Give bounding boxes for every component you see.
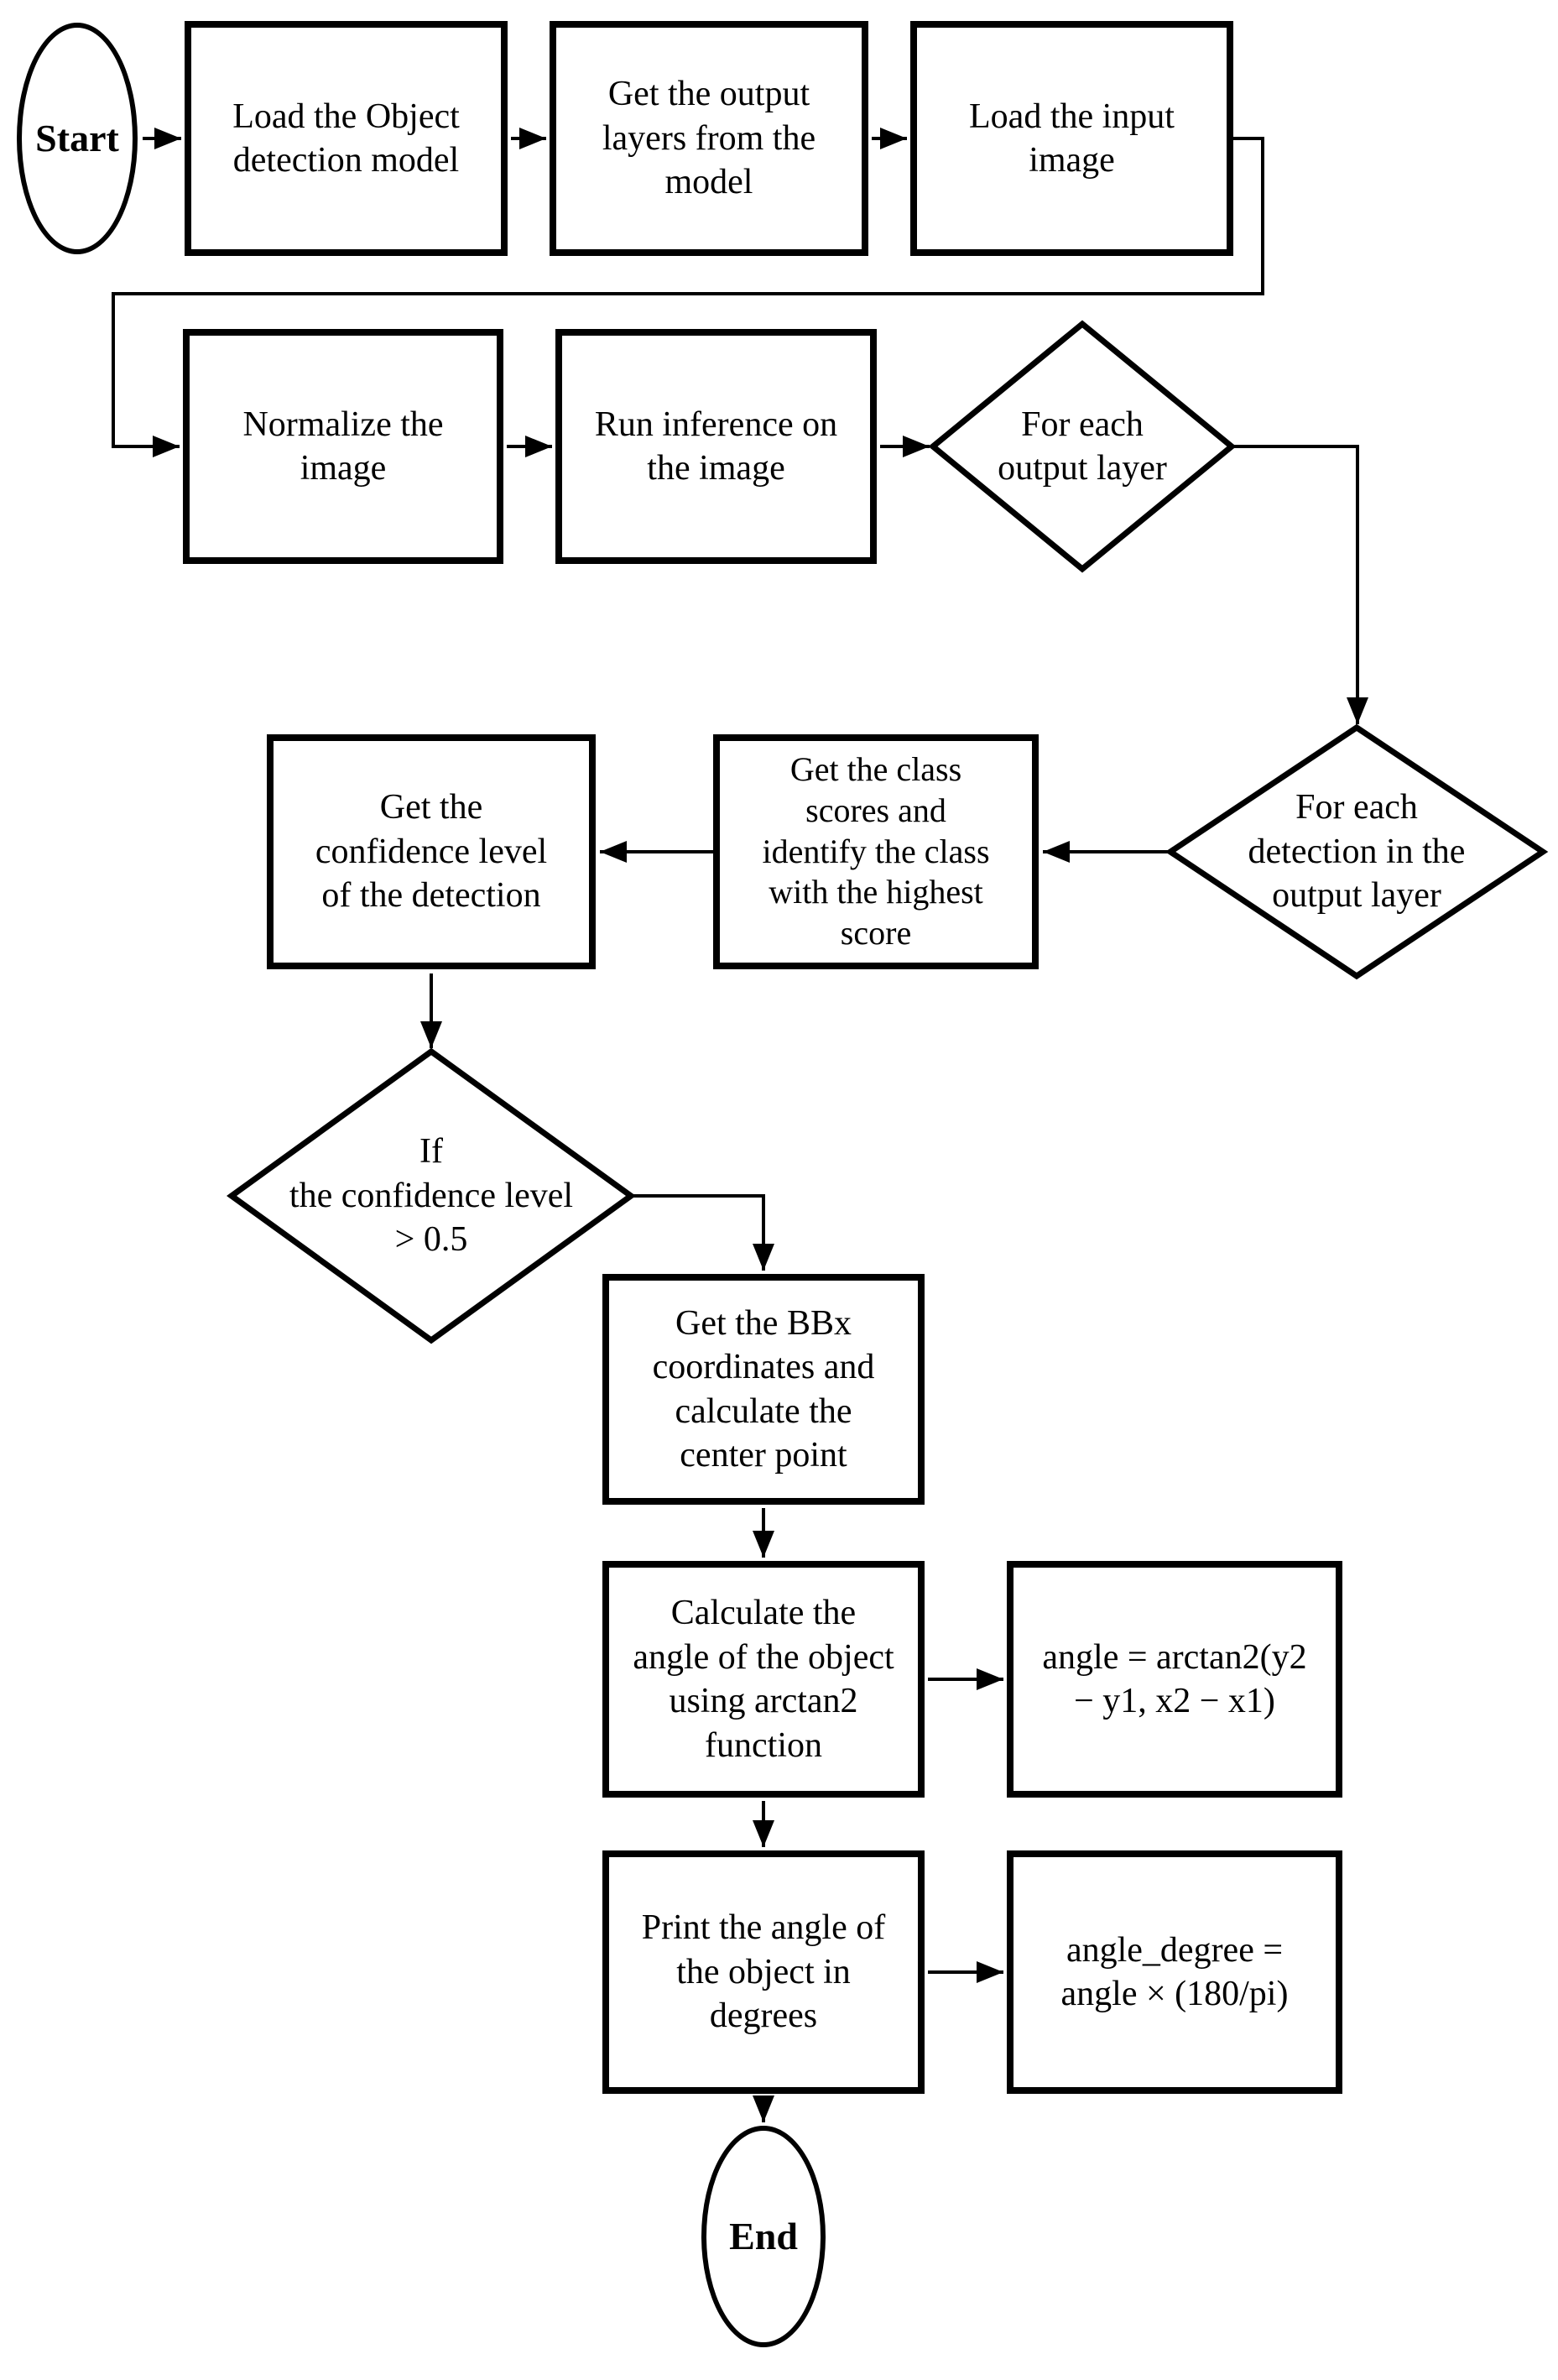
label-line: image [1029, 141, 1115, 180]
label-line: detection in the [1248, 832, 1466, 871]
label-line: identify the class [762, 832, 990, 870]
label-line: For each [1021, 404, 1144, 444]
label-line: Get the [379, 788, 483, 827]
end-label: End [729, 2215, 798, 2258]
label-line: Get the BBx [675, 1303, 852, 1343]
label-line: Load the input [969, 97, 1175, 136]
process-get-bbx [602, 1274, 925, 1505]
label-line: image [300, 449, 387, 488]
label-line: Load the Object [232, 97, 460, 136]
decision-if-confidence-label [240, 1091, 623, 1301]
process-get-class-scores [713, 734, 1039, 969]
label-line: For each [1295, 788, 1418, 827]
formula-angle-arctan2 [1007, 1561, 1342, 1798]
label-line: the image [647, 449, 785, 488]
label-line: angle = arctan2(y2 [1042, 1637, 1307, 1677]
label-line: coordinates and [652, 1348, 875, 1386]
label-line: confidence level [315, 832, 548, 871]
process-calc-angle [602, 1561, 925, 1798]
label-line: calculate the [675, 1391, 852, 1431]
label-line: output layer [998, 449, 1167, 488]
label-line: − y1, x2 − x1) [1074, 1682, 1275, 1720]
label-line: Get the class [789, 750, 962, 788]
process-run-inference [555, 329, 877, 564]
process-load-model [185, 21, 508, 256]
label-line: > 0.5 [394, 1220, 468, 1260]
label-line: the confidence level [289, 1176, 574, 1215]
process-normalize [183, 329, 503, 564]
label-line: Run inference on [594, 404, 838, 444]
process-get-output-layers [550, 21, 868, 256]
label-line: angle_degree = [1066, 1930, 1284, 1970]
label-line: of the detection [321, 876, 541, 916]
process-print-angle [602, 1850, 925, 2094]
formula-angle-degree [1007, 1850, 1342, 2094]
label-line: model [664, 163, 753, 202]
label-line: Normalize the [242, 404, 444, 444]
label-line: degrees [709, 1996, 818, 2036]
decision-for-each-detection-label [1170, 759, 1543, 944]
label-line: Calculate the [670, 1594, 857, 1632]
label-line: layers from the [602, 118, 816, 158]
label-line: scores and [805, 791, 946, 829]
label-line: angle × (180/pi) [1060, 1975, 1289, 2013]
process-load-input [910, 21, 1233, 256]
terminator-end [701, 2126, 826, 2347]
label-line: using arctan2 [669, 1682, 858, 1720]
terminator-start [17, 23, 138, 254]
label-line: with the highest [769, 873, 983, 911]
label-line: detection model [232, 141, 460, 180]
connector-if-confidence-to-get-bbx [631, 1196, 763, 1271]
start-label: Start [35, 117, 119, 160]
process-get-confidence [267, 734, 596, 969]
decision-for-each-output-layer-label [933, 363, 1232, 530]
label-line: If [419, 1132, 443, 1172]
label-line: center point [680, 1436, 847, 1474]
label-line: Get the output [607, 75, 810, 114]
label-line: score [840, 914, 912, 953]
label-line: the object in [676, 1952, 851, 1991]
label-line: output layer [1272, 876, 1441, 916]
label-line: Print the angle of [641, 1908, 886, 1948]
label-line: function [705, 1725, 822, 1765]
label-line: angle of the object [633, 1637, 894, 1677]
connector-for-each-output-layer-to-for-each-detection [1232, 446, 1357, 724]
